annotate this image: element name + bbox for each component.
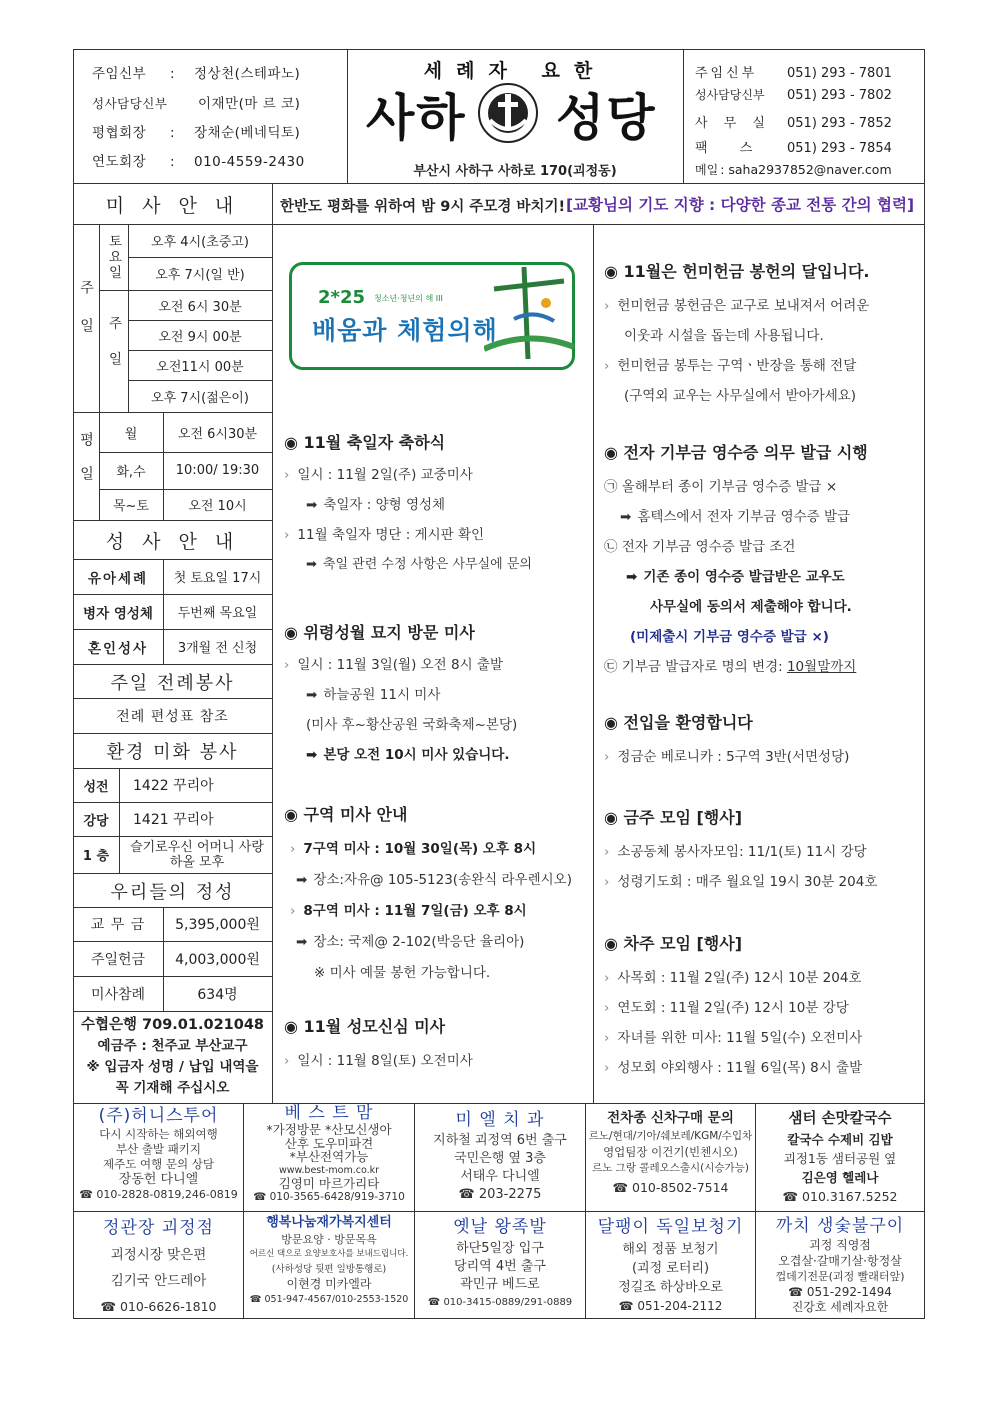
bank-info: 수협은행 709.01.021048 예금주 : 천주교 부산교구 ※ 입금자 성명 / 납입 내역을 꼭 기재해 주십시오	[80, 1017, 265, 1096]
cross-figure-icon	[484, 259, 574, 359]
contact-assistant: 성사담당신부 051) 293 - 7802	[695, 88, 892, 103]
offering-value-2: 4,003,000원	[175, 951, 260, 968]
offering-value-3: 634명	[197, 986, 238, 1003]
email-link[interactable]: : saha2937852@naver.com	[720, 162, 892, 177]
cleaning-title: 환경 미화 봉사	[106, 742, 239, 763]
ad-kalguksu[interactable]: 샘터 손맛칼국수 칼국수 수제비 김밥 괴정1동 샘터공원 옆 김은영 헬레나 ☎ 010.3167.5252	[782, 1111, 898, 1204]
contact-office: 사 무 실 051) 293 - 7852	[695, 116, 892, 131]
cemetery-mass-section: ◉ 위령성월 묘지 방문 미사 › 일시 : 11월 3일(월) 오전 8시 출발 ➡ 하늘공원 11시 미사 (미사 후~황산공원 국화축제~본당) ➡ 본당 오전 10시 미사 있습니다.	[284, 623, 518, 763]
marian-mass-section: ◉ 11월 성모신심 미사 › 일시 : 11월 8일(토) 오전미사	[284, 1017, 473, 1069]
liturgy-value: 전례 편성표 참조	[116, 708, 229, 725]
contact-fax: 팩 스 051) 293 - 7854	[695, 141, 892, 156]
contact-pastor: 주임신부 051) 293 - 7801	[695, 66, 892, 81]
peace-prayer-banner: 한반도 평화를 위하여 밤 9시 주모경 바치기!	[280, 199, 566, 215]
contact-email: 메일 : saha2937852@naver.com	[695, 162, 892, 177]
sacrament-label-2: 병자 영성체	[83, 605, 153, 622]
sacraments-title: 성 사 안 내	[105, 530, 240, 553]
sacrament-label-1: 유아세례	[87, 570, 149, 587]
ad-honey-tour[interactable]: (주)허니스투어 다시 시작하는 해외여행 부산 출발 패키지 제주도 여행 문의 상담 장동헌 다니엘 ☎ 010-2828-0819,246-0819	[79, 1106, 238, 1201]
ad-best-mom[interactable]: 베 스 트 맘 *가정방문 *산모신생아 산후 도우미파견 *부산전역가능 www.best-mom.co.kr 김영미 마르가리타 ☎ 010-3565-6428/919-3710	[253, 1104, 405, 1203]
sat-mass-2: 오후 7시(일 반)	[155, 268, 245, 283]
offering-title: 우리들의 정성	[110, 881, 235, 903]
sacrament-value-3: 3개월 전 신청	[177, 641, 258, 656]
sun-mass-2: 오전 9시 00분	[158, 329, 242, 345]
offering-label-3: 미사참례	[90, 986, 146, 1003]
sacrament-label-3: 혼인성사	[87, 640, 149, 657]
requiem-president-row: 연도회장 : 010-4559-2430	[92, 154, 305, 170]
sunday-label: 주일	[78, 280, 94, 356]
parish-title	[366, 78, 666, 148]
pastor-row: 주임신부 : 정상천(스테파노)	[92, 66, 301, 82]
sat-mass-1: 오후 4시(초중고)	[151, 235, 249, 250]
weekday-label: 평일	[78, 432, 94, 500]
offering-label-1: 교 무 금	[90, 917, 146, 933]
parish-address: 부산시 사하구 사하로 170(괴정동)	[413, 164, 617, 179]
ad-miel-dental[interactable]: 미 엘 치 과 지하철 괴정역 6번 출구 국민은행 옆 3층 서태우 다니엘 ☎ 203-2275	[433, 1110, 567, 1202]
cleaning-value-3: 슬기로우신 어머니 사랑하올 모후	[130, 839, 264, 870]
cleaning-value-2: 1421 꾸리아	[133, 812, 214, 828]
district-mass-section: ◉ 구역 미사 안내 › 7구역 미사 : 10월 30일(목) 오후 8시 ➡ 장소:자유@ 105-5123(송완식 라우렌시오) › 8구역 미사 : 11월 7일(금) 오후 8시 ➡ 장소: 국제@ 2-102(박응단 율리아) ※ 미사 예물 봉헌 가능합니다.	[284, 805, 572, 981]
weekday-tuewed: 화,수	[116, 465, 146, 480]
sacrament-value-2: 두번째 목요일	[177, 606, 258, 621]
title-right: 성당	[556, 88, 657, 147]
weekday-thusat: 목~토	[112, 499, 149, 514]
mass-title: 미 사 안 내	[105, 194, 240, 217]
assistant-priest-row: 성사담당신부 이재만(마 르 코)	[92, 96, 301, 112]
youth-year-logo: 2*25 청소년·청년의 해 III 배움과 체험의해	[289, 262, 575, 370]
weekday-mon: 월	[124, 426, 138, 442]
ad-jeonggwanjang[interactable]: 정관장 괴정점 괴정시장 맞은편 김기국 안드레아 ☎ 010-6626-1810	[100, 1218, 217, 1314]
rice-offering-section: ◉ 11월은 헌미헌금 봉헌의 달입니다. › 헌미헌금 봉헌금은 교구로 보내져서 어려운 이웃과 시설을 돕는데 사용됩니다. › 헌미헌금 봉투는 구역ㆍ반장을 통해 전달 (구역외 교우는 사무실에서 받아가세요)	[604, 262, 870, 404]
ad-hearing-aid[interactable]: 달팽이 독일보청기 해외 정품 보청기 (괴정 로터리) 정길조 하상바오로 ☎ 051-204-2112	[597, 1217, 744, 1313]
church-emblem-icon	[476, 82, 540, 144]
cleaning-label-1: 성전	[83, 779, 109, 795]
sacrament-value-1: 첫 토요일 17시	[173, 571, 262, 586]
weekday-thusat-time: 오전 10시	[188, 499, 247, 514]
cleaning-label-3: 1 층	[82, 849, 110, 864]
offering-value-1: 5,395,000원	[175, 917, 260, 933]
parish-subtitle: 세례자 요한	[423, 60, 607, 82]
feast-day-section: ◉ 11월 축일자 축하식 › 일시 : 11월 2일(주) 교중미사 ➡ 축일자 : 양형 영성체 › 11월 축일자 명단 : 게시판 확인 ➡ 축일 관련 수정 사항은 사무실에 문의	[284, 433, 532, 572]
sun-mass-1: 오전 6시 30분	[158, 299, 242, 315]
sunday-sub-label: 주일	[105, 315, 122, 387]
council-president-row: 평협회장 : 장채순(베네딕토)	[92, 125, 301, 141]
ad-new-car[interactable]: 전차종 신차구매 문의 르노/현대/기아/쉐보레/KGM/수입차 영업팀장 이건기(빈첸시오) 르노 그랑 콜레오스출시(시승가능) ☎ 010-8502-7514	[588, 1110, 753, 1195]
ad-happy-care-center[interactable]: 행복나눔재가복지센터 방문요양 · 방문목욕 어르신 댁으로 요양보호사를 보내드립니다. (사하성당 뒷편 일방통행로) 이현경 미카엘라 ☎ 051-947-4567/010-2553-1520	[249, 1215, 409, 1305]
ad-wang-jokbal[interactable]: 옛날 왕족발 하단5일장 입구 당리역 4번 출구 곽민규 베드로 ☎ 010-3415-0889/291-0889	[427, 1217, 573, 1308]
welcome-section: ◉ 전입을 환영합니다 › 정금순 베로니카 : 5구역 3반(서면성당)	[604, 713, 850, 765]
next-week-section: ◉ 차주 모임 [행사] › 사목회 : 11월 2일(주) 12시 10분 204호 › 연도회 : 11월 2일(주) 12시 10분 강당 › 자녀를 위한 미사: 11월 5일(수) 오전미사 › 성모회 야외행사 : 11월 6일(목) 8시 출발	[604, 934, 863, 1076]
saturday-label: 토요일	[105, 233, 122, 281]
sun-mass-3: 오전11시 00분	[156, 359, 244, 375]
weekday-tuewed-time: 10:00/ 19:30	[175, 463, 260, 478]
sun-mass-4: 오후 7시(젊은이)	[151, 390, 249, 406]
weekday-mon-time: 오전 6시30분	[177, 426, 258, 442]
offering-label-2: 주일헌금	[90, 951, 146, 968]
liturgy-title: 주일 전례봉사	[110, 672, 235, 694]
ad-kkachi-bbq[interactable]: 까치 생숯불구이 괴정 직영점 오겹살·갈매기살·항정살 껍데기전문(괴정 빨래터앞) ☎ 051-292-1494 진강호 세례자요한	[775, 1216, 905, 1314]
pope-prayer-intention: [교황님의 기도 지향 : 다양한 종교 전통 간의 협력]	[566, 196, 915, 214]
cleaning-value-1: 1422 꾸리아	[133, 778, 214, 794]
title-left: 사하	[366, 88, 467, 147]
e-receipt-section: ◉ 전자 기부금 영수증 의무 발급 시행 ㉠ 올해부터 종이 기부금 영수증 발급 × ➡ 홈텍스에서 전자 기부금 영수증 발급 ㉡ 전자 기부금 영수증 발급 조건 ➡ 기존 종이 영수증 발급받은 교우도 사무실에 동의서 제출해야 합니다. (미제출시 기부금 영수증 발급 ×) ㉢ 기부금 발급자로 명의 변경: 10월말까지	[604, 443, 868, 675]
this-week-section: ◉ 금주 모임 [행사] › 소공동체 봉사자모임: 11/1(토) 11시 강당 › 성령기도회 : 매주 월요일 19시 30분 204호	[604, 808, 878, 890]
cleaning-label-2: 강당	[83, 813, 109, 829]
